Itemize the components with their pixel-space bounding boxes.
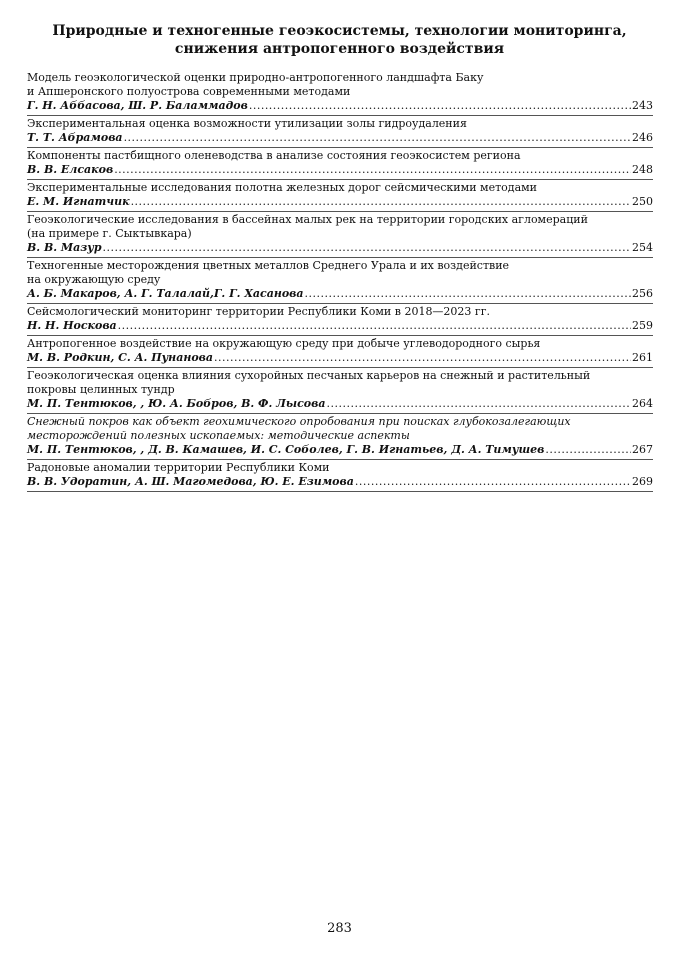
entry-page-number: 256	[632, 287, 653, 300]
dot-leader	[355, 475, 631, 489]
toc-entry[interactable]	[27, 461, 653, 492]
toc-entry[interactable]	[27, 181, 653, 212]
entry-title: Снежный покров как объект геохимического опробования при поисках глубокозалегающих месторождений полезных ископаемых: методические аспекты	[27, 415, 571, 442]
entry-authors-row	[27, 99, 653, 113]
entry-page-number: 261	[632, 351, 653, 364]
entry-title: Компоненты пастбищного оленеводства в анализе состояния геоэкосистем региона	[27, 149, 521, 162]
toc-entry[interactable]	[27, 415, 653, 460]
entry-authors-row	[27, 351, 653, 365]
entry-authors: В. В. Елсаков	[27, 163, 114, 176]
entry-page-number: 259	[632, 319, 653, 332]
entry-title: Радоновые аномалии территории Республики Коми	[27, 461, 330, 474]
entry-page-number: 246	[632, 131, 653, 144]
dot-leader	[326, 397, 631, 411]
entry-page-number: 267	[632, 443, 653, 456]
entry-authors: В. В. Удоратин, А. Ш. Магомедова, Ю. Е. Езимова	[27, 475, 354, 488]
entry-page-number: 269	[632, 475, 653, 488]
entry-authors-row	[27, 241, 653, 255]
entry-page-number: 248	[632, 163, 653, 176]
entry-title: Геоэкологические исследования в бассейнах малых рек на территории городских агломераций (на примере г. Сыктывкара)	[27, 213, 588, 240]
toc-entry[interactable]	[27, 149, 653, 180]
entry-authors-row	[27, 319, 653, 333]
entry-authors: Т. Т. Абрамова	[27, 131, 123, 144]
entry-authors-row	[27, 163, 653, 177]
entry-authors: М. П. Тентюков, , Д. В. Камашев, И. С. Соболев, Г. В. Игнатьев, Д. А. Тимушев	[27, 443, 545, 456]
entry-authors: М. П. Тентюков, , Ю. А. Бобров, В. Ф. Лысова	[27, 397, 326, 410]
toc-entry[interactable]	[27, 117, 653, 148]
section-title-line-2: снижения антропогенного воздействия	[174, 41, 505, 57]
dot-leader	[103, 241, 631, 255]
toc-entry[interactable]	[27, 213, 653, 258]
entry-title: Геоэкологическая оценка влияния сухоройных песчаных карьеров на снежный и растительный покровы целинных тундр	[27, 369, 591, 396]
entry-authors-row	[27, 475, 653, 489]
entry-authors: В. В. Мазур	[27, 241, 102, 254]
section-title	[30, 22, 649, 58]
toc-entry[interactable]	[27, 369, 653, 414]
toc-entry[interactable]	[27, 337, 653, 368]
entry-authors: М. В. Родкин, С. А. Пунанова	[27, 351, 214, 364]
entry-title: Модель геоэкологической оценки природно-антропогенного ландшафта Баку и Апшеронского полуострова современными методами	[27, 71, 484, 98]
toc-entry[interactable]	[27, 259, 653, 304]
dot-leader	[249, 99, 631, 113]
entry-page-number: 264	[632, 397, 653, 410]
entry-authors: Н. Н. Носкова	[27, 319, 117, 332]
entry-authors-row	[27, 443, 653, 457]
dot-leader	[124, 131, 631, 145]
table-of-contents	[27, 71, 653, 493]
entry-title: Сейсмологический мониторинг территории Республики Коми в 2018—2023 гг.	[27, 305, 490, 318]
entry-page-number: 243	[632, 99, 653, 112]
entry-authors: А. Б. Макаров, А. Г. Талалай,Г. Г. Хасанова	[27, 287, 304, 300]
section-title-line-1: Природные и техногенные геоэкосистемы, технологии мониторинга,	[52, 23, 627, 39]
dot-leader	[545, 443, 631, 457]
entry-authors-row	[27, 131, 653, 145]
toc-entry[interactable]	[27, 71, 653, 116]
dot-leader	[131, 195, 631, 209]
entry-title: Экспериментальные исследования полотна железных дорог сейсмическими методами	[27, 181, 538, 194]
entry-authors: Г. Н. Аббасова, Ш. Р. Баламмадов	[27, 99, 248, 112]
dot-leader	[114, 163, 631, 177]
entry-authors-row	[27, 195, 653, 209]
entry-title: Антропогенное воздействие на окружающую среду при добыче углеводородного сырья	[27, 337, 541, 350]
dot-leader	[305, 287, 631, 301]
toc-entry[interactable]	[27, 305, 653, 336]
entry-title: Техногенные месторождения цветных металлов Среднего Урала и их воздействие на окружающую среду	[27, 259, 510, 286]
entry-authors: Е. М. Игнатчик	[27, 195, 130, 208]
dot-leader	[214, 351, 631, 365]
page-number: 283	[327, 921, 352, 936]
dot-leader	[118, 319, 631, 333]
entry-authors-row	[27, 287, 653, 301]
entry-title: Экспериментальная оценка возможности утилизации золы гидроудаления	[27, 117, 467, 130]
entry-authors-row	[27, 397, 653, 411]
entry-page-number: 254	[632, 241, 653, 254]
entry-page-number: 250	[632, 195, 653, 208]
